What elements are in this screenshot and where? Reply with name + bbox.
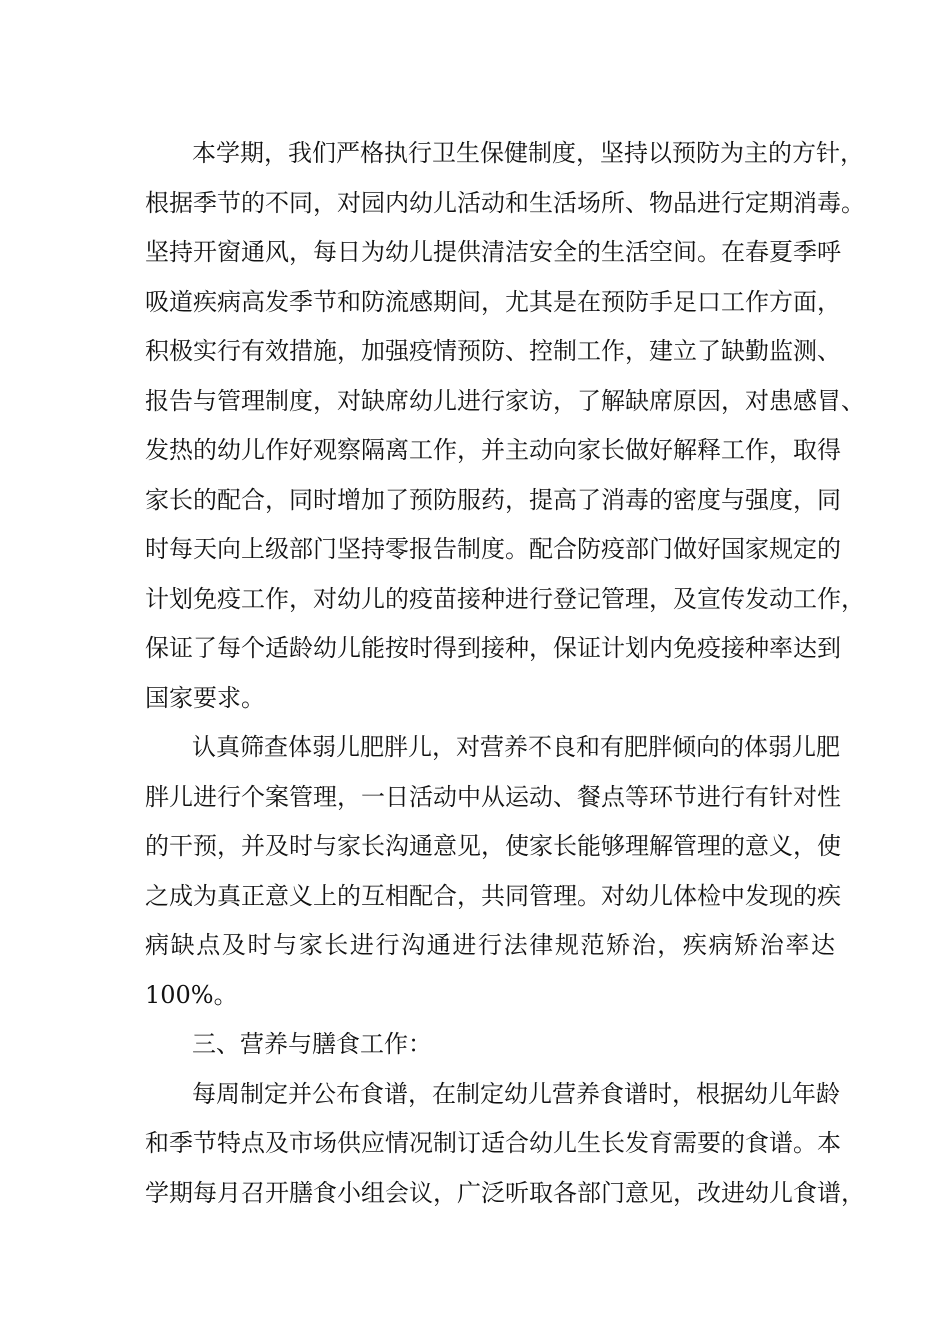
paragraph-1-line-2: 根据季节的不同，对园内幼儿活动和生活场所、物品进行定期消毒。 [145, 189, 865, 217]
paragraph-1-line-11: 保证了每个适龄幼儿能按时得到接种，保证计划内免疫接种率达到 [145, 634, 841, 662]
paragraph-1-line-10: 计划免疫工作，对幼儿的疫苗接种进行登记管理，及宣传发动工作， [145, 585, 865, 613]
paragraph-1-line-9: 时每天向上级部门坚持零报告制度。配合防疫部门做好国家规定的 [145, 535, 841, 563]
paragraph-1-line-8: 家长的配合，同时增加了预防服药，提高了消毒的密度与强度，同 [145, 486, 841, 514]
paragraph-1-line-6: 报告与管理制度，对缺席幼儿进行家访，了解缺席原因，对患感冒、 [145, 387, 865, 415]
paragraph-4-line-1: 每周制定并公布食谱，在制定幼儿营养食谱时，根据幼儿年龄 [192, 1080, 840, 1108]
paragraph-2-line-1: 认真筛查体弱儿肥胖儿，对营养不良和有肥胖倾向的体弱儿肥 [192, 733, 840, 761]
paragraph-2-line-3: 的干预，并及时与家长沟通意见，使家长能够理解管理的意义，使 [145, 832, 841, 860]
paragraph-2-line-4: 之成为真正意义上的互相配合，共同管理。对幼儿体检中发现的疾 [145, 882, 841, 910]
paragraph-4-line-2: 和季节特点及市场供应情况制订适合幼儿生长发育需要的食谱。本 [145, 1129, 841, 1157]
paragraph-1-line-5: 积极实行有效措施，加强疫情预防、控制工作，建立了缺勤监测、 [145, 337, 841, 365]
paragraph-1-line-12: 国家要求。 [145, 684, 265, 712]
paragraph-2-line-2: 胖儿进行个案管理，一日活动中从运动、餐点等环节进行有针对性 [145, 783, 841, 811]
paragraph-1-line-1: 本学期，我们严格执行卫生保健制度，坚持以预防为主的方针， [192, 139, 864, 167]
paragraph-1-line-3: 坚持开窗通风，每日为幼儿提供清洁安全的生活空间。在春夏季呼 [145, 238, 841, 266]
paragraph-2-line-6: 100%。 [145, 981, 238, 1009]
section-heading: 三、营养与膳食工作： [192, 1030, 432, 1058]
paragraph-1-line-7: 发热的幼儿作好观察隔离工作，并主动向家长做好解释工作，取得 [145, 436, 841, 464]
paragraph-2-line-5: 病缺点及时与家长进行沟通进行法律规范矫治，疾病矫治率达 [145, 931, 835, 959]
paragraph-4-line-3: 学期每月召开膳食小组会议，广泛听取各部门意见，改进幼儿食谱， [145, 1179, 865, 1207]
paragraph-1-line-4: 吸道疾病高发季节和防流感期间，尤其是在预防手足口工作方面， [145, 288, 841, 316]
